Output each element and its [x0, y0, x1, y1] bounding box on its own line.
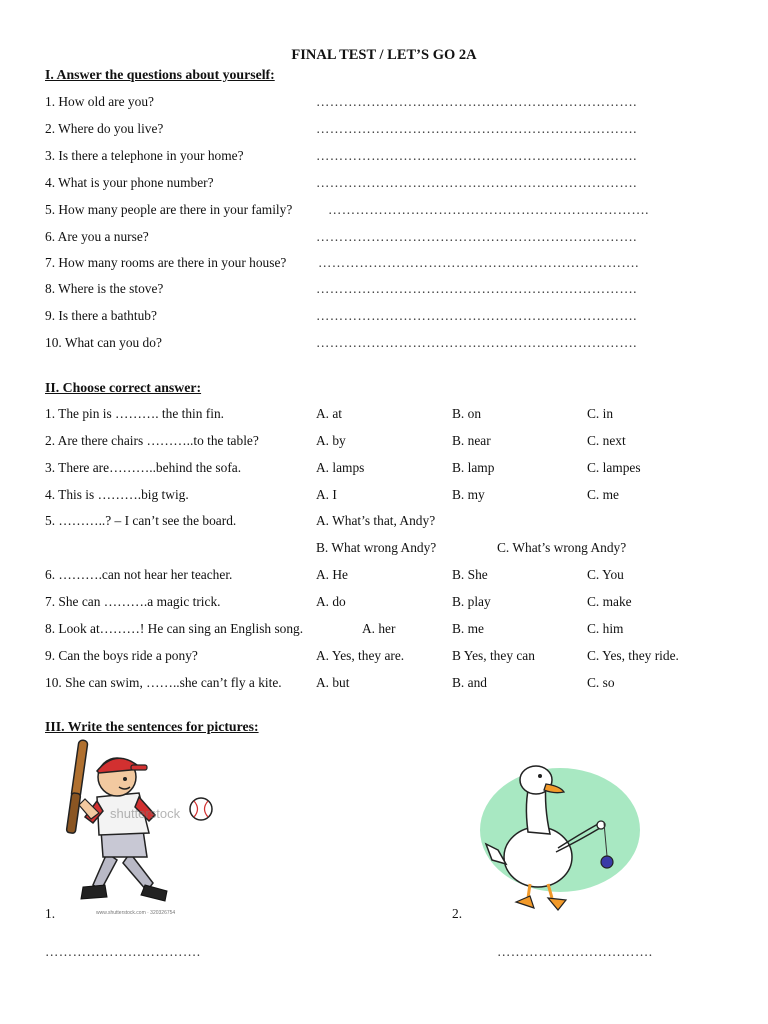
baseball-boy-picture — [55, 735, 220, 920]
option-c: C. lampes — [587, 460, 641, 475]
answer-line: ……………………………………………………………. — [316, 175, 637, 190]
answer-line: ……………………………………………………………. — [316, 94, 637, 109]
question-text: 1. How old are you? — [45, 94, 154, 109]
mc-question: 9. Can the boys ride a pony? — [45, 648, 198, 663]
option-c: C. me — [587, 487, 619, 502]
answer-line: ……………………………………………………………. — [316, 308, 637, 323]
question-text: 3. Is there a telephone in your home? — [45, 148, 244, 163]
mc-question: 8. Look at………! He can sing an English song. — [45, 621, 304, 636]
option-a: A. by — [316, 433, 346, 448]
section-2-heading: II. Choose correct answer: — [45, 380, 202, 395]
question-text: 8. Where is the stove? — [45, 281, 164, 296]
answer-line: ……………………………………………………………. — [316, 281, 637, 296]
option-a: A. He — [316, 567, 348, 582]
mc-question: 7. She can ……….a magic trick. — [45, 594, 221, 609]
answer-line-1: ……………………………. — [45, 944, 201, 959]
option-c: C. make — [587, 594, 632, 609]
answer-line-2: ……………………………. — [497, 944, 653, 959]
question-text: 6. Are you a nurse? — [45, 229, 149, 244]
mc-question: 4. This is ……….big twig. — [45, 487, 189, 502]
answer-line: ……………………………………………………………. — [316, 148, 637, 163]
option-a: A. lamps — [316, 460, 365, 475]
answer-line: ……………………………………………………………. — [318, 255, 639, 270]
option-a: A. at — [316, 406, 343, 421]
watermark-text: shutterstock — [110, 806, 181, 821]
question-text: 10. What can you do? — [45, 335, 162, 350]
option-b: B. She — [452, 567, 488, 582]
mc-question: 2. Are there chairs ………..to the table? — [45, 433, 259, 448]
option-a: A. but — [316, 675, 350, 690]
option-c: C. What’s wrong Andy? — [497, 540, 627, 555]
answer-line: ……………………………………………………………. — [316, 335, 637, 350]
answer-line: ……………………………………………………………. — [328, 202, 649, 217]
mc-question: 1. The pin is ………. the thin fin. — [45, 406, 225, 421]
question-text: 2. Where do you live? — [45, 121, 164, 136]
option-b: B. lamp — [452, 460, 495, 475]
mc-question: 5. ………..? – I can’t see the board. — [45, 513, 237, 528]
option-c: C. next — [587, 433, 626, 448]
option-a: A. I — [316, 487, 337, 502]
option-c: C. him — [587, 621, 624, 636]
section-1-heading: I. Answer the questions about yourself: — [45, 67, 275, 82]
option-b: B. me — [452, 621, 484, 636]
option-b: B. and — [452, 675, 487, 690]
mc-question: 3. There are………..behind the sofa. — [45, 460, 242, 475]
option-a: A. do — [316, 594, 346, 609]
option-b: B. near — [452, 433, 491, 448]
option-a: A. What’s that, Andy? — [316, 513, 436, 528]
answer-line: ……………………………………………………………. — [316, 121, 637, 136]
option-a: A. Yes, they are. — [316, 648, 405, 663]
picture-1-number: 1. — [45, 906, 56, 921]
section-3-heading: III. Write the sentences for pictures: — [45, 719, 259, 734]
question-text: 7. How many rooms are there in your house? — [45, 255, 287, 270]
option-b: B. play — [452, 594, 491, 609]
page-title: FINAL TEST / LET’S GO 2A — [291, 47, 477, 63]
mc-question: 6. ……….can not hear her teacher. — [45, 567, 233, 582]
mc-question: 10. She can swim, ……..she can’t fly a kite. — [45, 675, 282, 690]
option-b: B. my — [452, 487, 485, 502]
picture-2-number: 2. — [452, 906, 463, 921]
option-c: C. You — [587, 567, 624, 582]
option-b: B. on — [452, 406, 482, 421]
option-c: C. so — [587, 675, 615, 690]
question-text: 9. Is there a bathtub? — [45, 308, 157, 323]
option-c: C. in — [587, 406, 614, 421]
image-caption: www.shutterstock.com · 320326754 — [96, 910, 176, 916]
option-a: A. her — [362, 621, 396, 636]
question-text: 5. How many people are there in your family? — [45, 202, 293, 217]
answer-line: ……………………………………………………………. — [316, 229, 637, 244]
question-text: 4. What is your phone number? — [45, 175, 214, 190]
option-b: B Yes, they can — [452, 648, 535, 663]
duck-yoyo-picture — [468, 752, 668, 917]
option-c: C. Yes, they ride. — [587, 648, 679, 663]
option-b: B. What wrong Andy? — [316, 540, 437, 555]
